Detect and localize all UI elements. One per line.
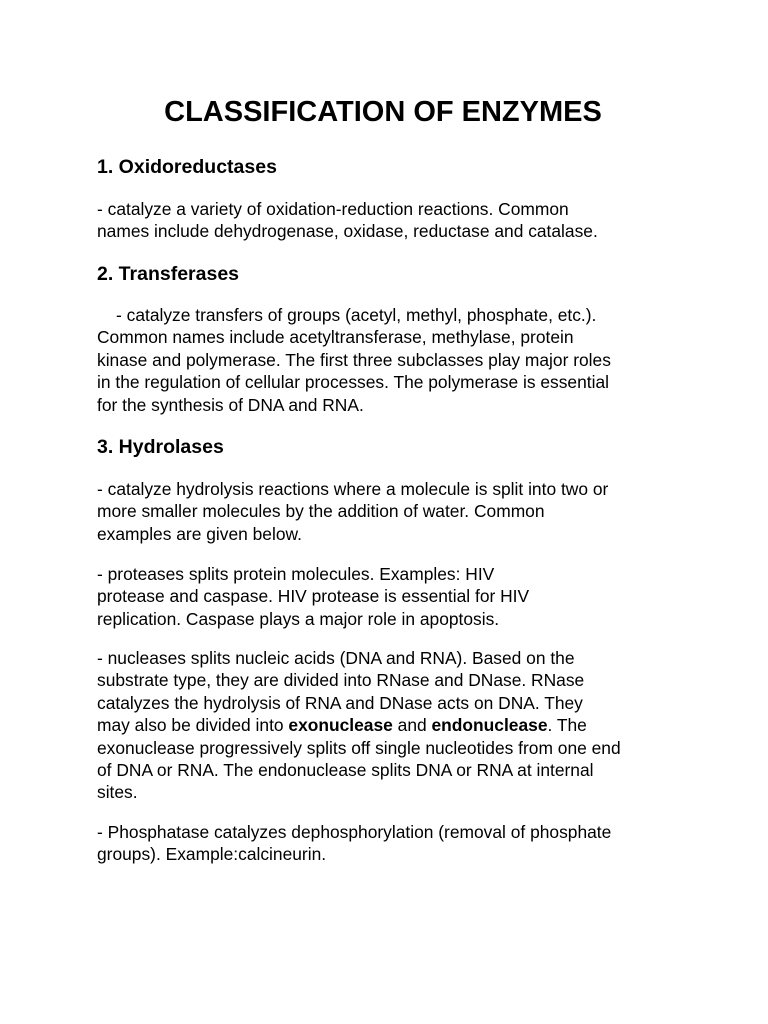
text-line: examples are given below. [97,523,302,544]
text-line: Common names include acetyltransferase, methylase, protein [97,327,574,348]
oxidoreductases-paragraph [97,198,598,243]
text-line: - proteases splits protein molecules. Examples: HIV [97,564,495,584]
document-title: CLASSIFICATION OF ENZYMES [164,96,602,128]
text-line: for the synthesis of DNA and RNA. [97,394,364,415]
text-line-with-bold-terms [97,714,621,736]
nucleases-paragraph [97,647,621,804]
text-line: exonuclease progressively splits off single nucleotides from one end [97,737,621,758]
text-line: - catalyze hydrolysis reactions where a molecule is split into two or [97,479,609,499]
text-line: names include dehydrogenase, oxidase, reductase and catalase. [97,221,598,242]
transferases-paragraph [97,304,611,416]
text-line: replication. Caspase plays a major role in apoptosis. [97,608,500,629]
bold-term-endonuclease: endonuclease [431,715,548,736]
text-line: sites. [97,782,138,803]
text-line: substrate type, they are divided into RNase and DNase. RNase [97,670,585,691]
bold-term-exonuclease: exonuclease [288,715,393,736]
text-line: protease and caspase. HIV protease is essential for HIV [97,586,530,607]
proteases-paragraph [97,563,529,630]
text-line: groups). Example:calcineurin. [97,844,327,865]
phosphatase-paragraph [97,821,611,866]
text-line: more smaller molecules by the addition of water. Common [97,501,545,522]
hydrolases-paragraph [97,478,608,545]
text-line: - catalyze a variety of oxidation-reduction reactions. Common [97,199,569,219]
text-fragment: . The [547,715,587,736]
text-line: of DNA or RNA. The endonuclease splits DNA or RNA at internal [97,760,594,781]
text-line: in the regulation of cellular processes. The polymerase is essential [97,372,610,393]
text-fragment: and [392,715,432,736]
text-fragment: may also be divided into [97,715,289,736]
text-line: catalyzes the hydrolysis of RNA and DNase acts on DNA. They [97,692,583,713]
text-line: - nucleases splits nucleic acids (DNA and RNA). Based on the [97,648,575,668]
text-line: kinase and polymerase. The first three subclasses play major roles [97,349,611,370]
text-line: - catalyze transfers of groups (acetyl, methyl, phosphate, etc.). [116,305,597,325]
text-line: - Phosphatase catalyzes dephosphorylation (removal of phosphate [97,822,612,842]
section-heading-oxidoreductases: 1. Oxidoreductases [97,156,277,178]
section-heading-hydrolases: 3. Hydrolases [97,436,224,458]
section-heading-transferases: 2. Transferases [97,263,240,285]
